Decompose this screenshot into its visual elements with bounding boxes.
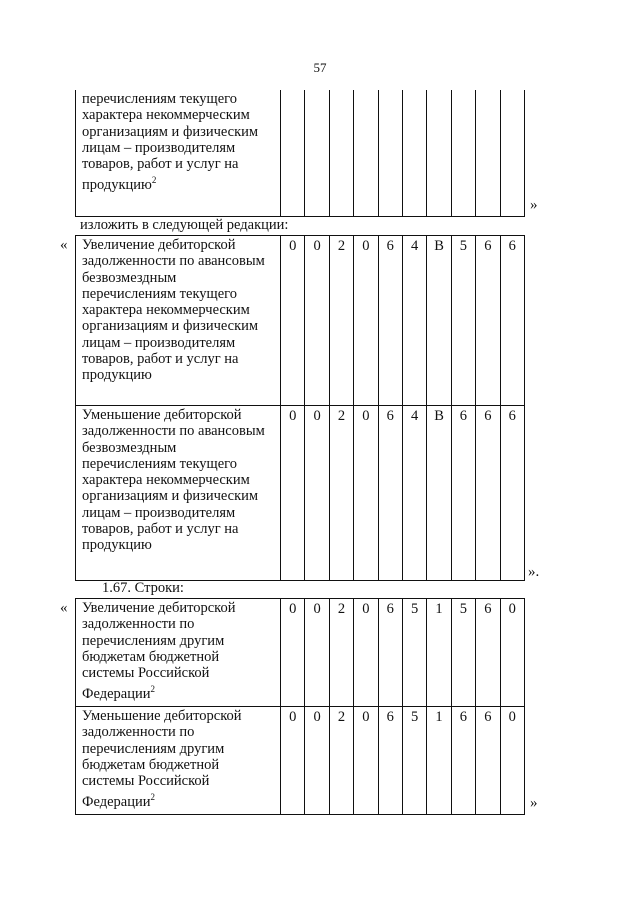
code-cell: 1 <box>427 599 451 707</box>
code-cell: 0 <box>281 406 305 581</box>
code-cell: 0 <box>305 599 329 707</box>
code-cell: 6 <box>476 599 500 707</box>
code-cell: В <box>427 236 451 406</box>
lines-table <box>75 598 525 815</box>
code-cell: 1 <box>427 707 451 815</box>
closing-quote: » <box>530 795 538 811</box>
code-cell <box>378 90 402 216</box>
code-cell: 0 <box>281 707 305 815</box>
code-cell: 6 <box>476 406 500 581</box>
table-row <box>76 599 525 707</box>
section-heading: 1.67. Строки: <box>102 580 184 596</box>
closing-quote: ». <box>528 564 540 580</box>
code-cell: 6 <box>378 599 402 707</box>
row-description: Увеличение дебиторской задолженности по авансовым безвозмездным перечислениям текущего характера некоммерческим организациям и физическим лицам – производителям товаров, работ и услуг на продукцию <box>76 236 281 406</box>
row-description <box>76 707 281 815</box>
code-cell <box>281 90 305 216</box>
code-cell <box>427 90 451 216</box>
code-cell: 0 <box>500 707 524 815</box>
code-cell: 6 <box>500 236 524 406</box>
table-row <box>76 707 525 815</box>
code-cell: 2 <box>329 599 353 707</box>
row-description: Уменьшение дебиторской задолженности по авансовым безвозмездным перечислениям текущего характера некоммерческим организациям и физическим лицам – производителям товаров, работ и услуг на продукцию <box>76 406 281 581</box>
code-cell: 6 <box>378 236 402 406</box>
code-cell <box>476 90 500 216</box>
code-cell: 6 <box>476 236 500 406</box>
footnote-mark: 2 <box>150 684 155 695</box>
opening-quote: « <box>60 237 68 253</box>
code-cell: В <box>427 406 451 581</box>
code-cell: 6 <box>378 707 402 815</box>
code-cell <box>354 90 378 216</box>
new-wording-table <box>75 235 525 581</box>
code-cell <box>329 90 353 216</box>
opening-quote: « <box>60 600 68 616</box>
code-cell: 5 <box>402 599 426 707</box>
description-text: Увеличение дебиторской задолженности по перечислениям другим бюджетам бюджетной системы Российской Федерации <box>82 600 236 703</box>
table-row <box>76 90 525 216</box>
code-cell: 6 <box>451 406 475 581</box>
code-cell: 0 <box>305 236 329 406</box>
page-number: 57 <box>313 60 327 75</box>
description-text: перечислениям текущего характера некоммерческим организациям и физическим лицам – производителям товаров, работ и услуг на продукцию <box>82 91 259 194</box>
code-cell: 0 <box>305 707 329 815</box>
old-wording-table <box>75 90 525 217</box>
new-wording-intro: изложить в следующей редакции: <box>80 217 289 233</box>
closing-quote: » <box>530 197 538 213</box>
code-cell: 0 <box>500 599 524 707</box>
footnote-mark: 2 <box>150 792 155 803</box>
description-text: Уменьшение дебиторской задолженности по перечислениям другим бюджетам бюджетной системы Российской Федерации <box>82 708 242 811</box>
code-cell: 2 <box>329 236 353 406</box>
code-cell: 0 <box>281 236 305 406</box>
code-cell <box>451 90 475 216</box>
code-cell <box>402 90 426 216</box>
code-cell: 4 <box>402 236 426 406</box>
row-description <box>76 599 281 707</box>
row-description <box>76 90 281 216</box>
code-cell: 6 <box>500 406 524 581</box>
code-cell: 6 <box>476 707 500 815</box>
code-cell: 5 <box>402 707 426 815</box>
code-cell: 5 <box>451 236 475 406</box>
code-cell: 0 <box>354 236 378 406</box>
code-cell: 6 <box>378 406 402 581</box>
code-cell: 5 <box>451 599 475 707</box>
table-row <box>76 406 525 581</box>
code-cell <box>305 90 329 216</box>
code-cell: 2 <box>329 406 353 581</box>
footnote-mark: 2 <box>151 175 157 186</box>
code-cell: 0 <box>354 406 378 581</box>
code-cell: 0 <box>305 406 329 581</box>
table-row <box>76 236 525 406</box>
code-cell: 4 <box>402 406 426 581</box>
code-cell: 0 <box>354 599 378 707</box>
code-cell <box>500 90 524 216</box>
code-cell: 2 <box>329 707 353 815</box>
code-cell: 0 <box>354 707 378 815</box>
code-cell: 6 <box>451 707 475 815</box>
code-cell: 0 <box>281 599 305 707</box>
